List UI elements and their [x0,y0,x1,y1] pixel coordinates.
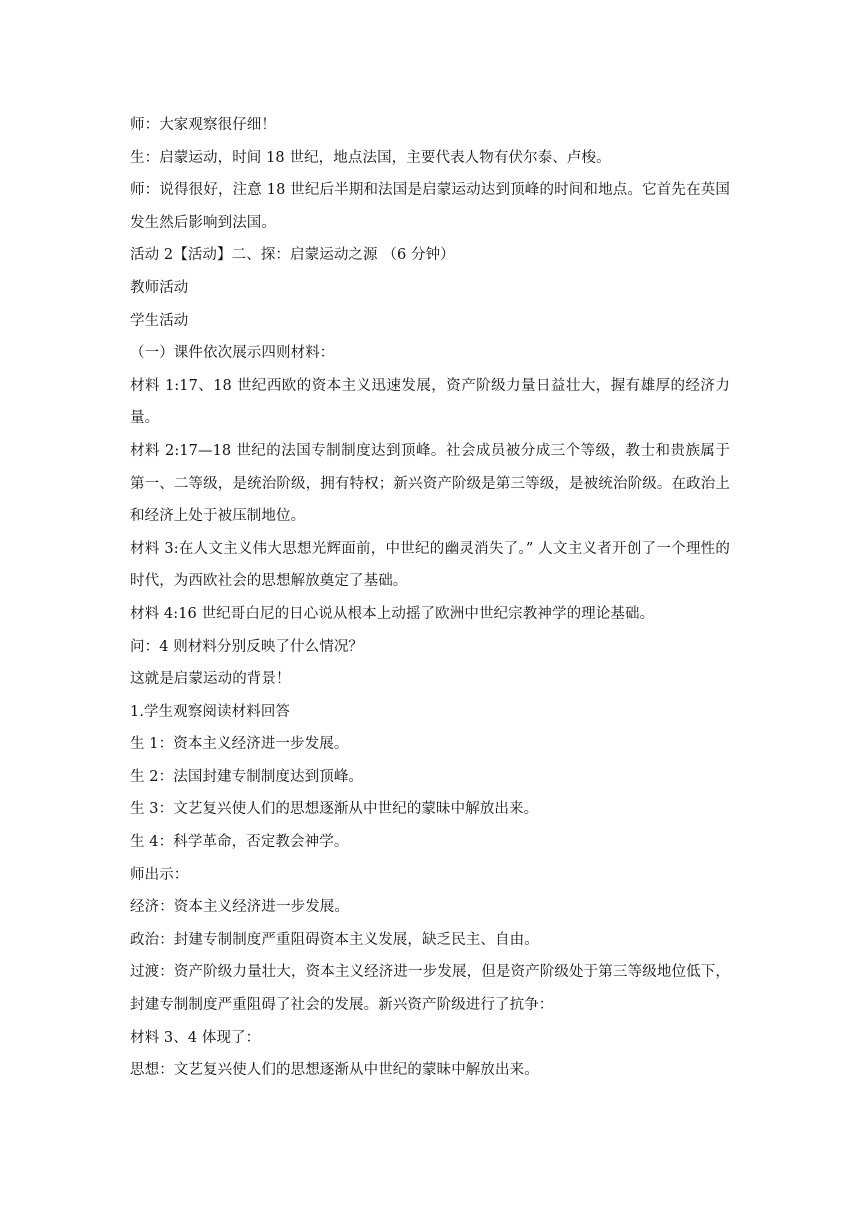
student-answer-1: 生 1：资本主义经济进一步发展。 [130,736,349,753]
section-intro: （一）课件依次展示四则材料： [130,345,335,362]
teacher-shows-label: 师出示： [130,866,189,883]
student-answer-2: 生 2：法国封建专制制度达到顶峰。 [130,768,364,785]
student-answer-3: 生 3：文艺复兴使人们的思想逐渐从中世纪的蒙昧中解放出来。 [130,801,539,818]
student-answer-4: 生 4：科学革命，否定教会神学。 [130,834,349,851]
question-line: 问：4 则材料分别反映了什么情况？ [130,638,364,655]
dialogue-line: 生：启蒙运动，时间 18 世纪，地点法国，主要代表人物有伏尔泰、卢梭。 [130,149,611,166]
dialogue-line: 师：大家观察很仔细！ [130,117,276,133]
transition-paragraph: 过渡：资产阶级力量壮大，资本主义经济进一步发展，但是资产阶级处于第三等级地位低下，封建专制制度严重阻碍了社会的发展。新兴资产阶级进行了抗争： [130,964,730,1014]
column-label-teacher: 教师活动 [130,279,189,296]
material-3: 材料 3:在人文主义伟大思想光辉面前，中世纪的幽灵消失了。” 人文主义者开创了一个理性的时代，为西欧社会的思想解放奠定了基础。 [130,540,730,590]
materials-note: 材料 3、4 体现了： [130,1029,261,1046]
document-body [130,109,730,1087]
summary-line: 这就是启蒙运动的背景！ [130,671,291,688]
material-4: 材料 4:16 世纪哥白尼的日心说从根本上动摇了欧洲中世纪宗教神学的理论基础。 [130,605,655,622]
thought-line: 思想：文艺复兴使人们的思想逐渐从中世纪的蒙昧中解放出来。 [130,1062,539,1079]
material-1: 材料 1:17、18 世纪西欧的资本主义迅速发展，资产阶级力量日益壮大，握有雄厚的经济力量。 [130,377,730,427]
material-2: 材料 2:17—18 世纪的法国专制制度达到顶峰。社会成员被分成三个等级，教士和贵族属于第一、二等级，是统治阶级，拥有特权；新兴资产阶级是第三等级，是被统治阶级。在政治上和经济上处于被压制地位。 [130,442,730,525]
politics-line: 政治：封建专制制度严重阻碍资本主义发展，缺乏民主、自由。 [130,931,539,948]
activity-heading: 活动 2【活动】二、探：启蒙运动之源 （6 分钟） [130,247,455,264]
economy-line: 经济：资本主义经济进一步发展。 [130,899,349,916]
dialogue-paragraph: 师：说得很好，注意 18 世纪后半期和法国是启蒙运动达到顶峰的时间和地点。它首先在英国发生然后影响到法国。 [130,182,730,231]
student-task-line: 1.学生观察阅读材料回答 [130,703,291,720]
column-label-student: 学生活动 [130,312,189,329]
